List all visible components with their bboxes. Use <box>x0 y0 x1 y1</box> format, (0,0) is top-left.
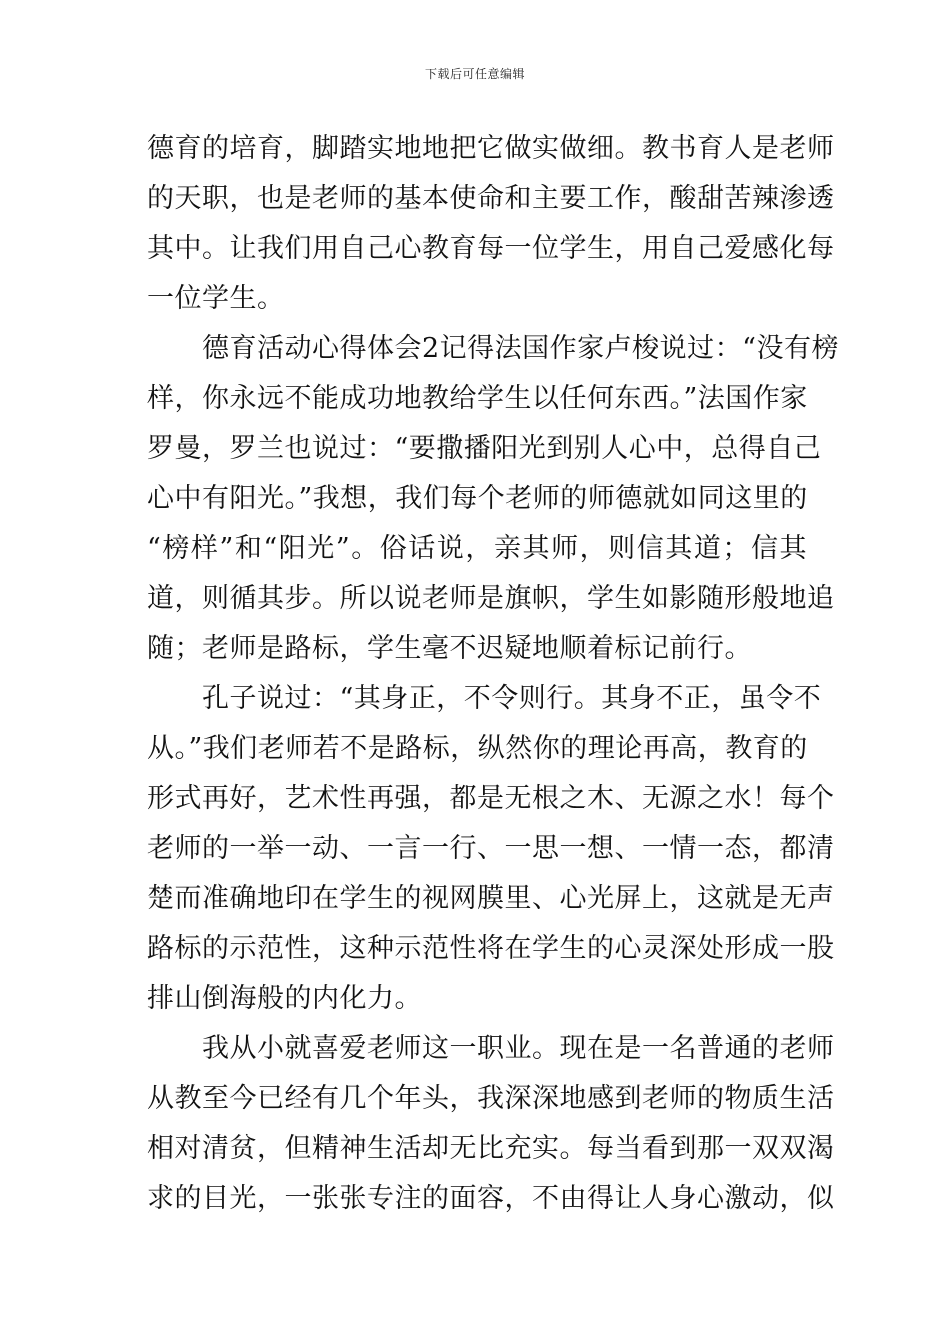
text-line: 一位学生。 <box>147 283 285 314</box>
text-line: “榜样”和“阳光”。俗话说，亲其师，则信其道；信其 <box>147 533 807 564</box>
text-line: 德育的培育，脚踏实地地把它做实做细。教书育人是老师 <box>147 133 835 164</box>
text-line: 从。”我们老师若不是路标，纵然你的理论再高，教育的 <box>147 733 808 764</box>
text-line: 相对清贫，但精神生活却无比充实。每当看到那一双双渴 <box>147 1133 835 1164</box>
text-line: 其中。让我们用自己心教育每一位学生，用自己爱感化每 <box>147 233 835 264</box>
body-text <box>147 124 839 1224</box>
text-line: 形式再好，艺术性再强，都是无根之木、无源之水！每个 <box>147 783 835 814</box>
text-line: 道，则循其步。所以说老师是旗帜，学生如影随形般地追 <box>147 583 835 614</box>
text-line: 德育活动心得体会2记得法国作家卢梭说过：“没有榜 <box>147 333 839 364</box>
text-line: 罗曼，罗兰也说过：“要撒播阳光到别人心中，总得自己 <box>147 433 822 464</box>
text-line: 的天职，也是老师的基本使命和主要工作，酸甜苦辣渗透 <box>147 183 835 214</box>
text-line: 孔子说过：“其身正，不令则行。其身不正，虽令不 <box>147 683 822 714</box>
text-line: 老师的一举一动、一言一行、一思一想、一情一态，都清 <box>147 833 835 864</box>
text-line: 从教至今已经有几个年头，我深深地感到老师的物质生活 <box>147 1083 835 1114</box>
page-header: 下载后可任意编辑 <box>424 67 525 81</box>
text-line: 求的目光，一张张专注的面容，不由得让人身心激动，似 <box>147 1183 835 1214</box>
text-line: 随；老师是路标，学生毫不迟疑地顺着标记前行。 <box>147 633 752 664</box>
text-line: 样，你永远不能成功地教给学生以任何东西。”法国作家 <box>147 383 808 414</box>
text-line: 排山倒海般的内化力。 <box>147 983 422 1014</box>
text-line: 心中有阳光。”我想，我们每个老师的师德就如同这里的 <box>147 483 808 514</box>
text-line: 楚而准确地印在学生的视网膜里、心光屏上，这就是无声 <box>147 883 835 914</box>
text-line: 路标的示范性，这种示范性将在学生的心灵深处形成一股 <box>147 933 835 964</box>
text-line: 我从小就喜爱老师这一职业。现在是一名普通的老师 <box>147 1033 835 1064</box>
